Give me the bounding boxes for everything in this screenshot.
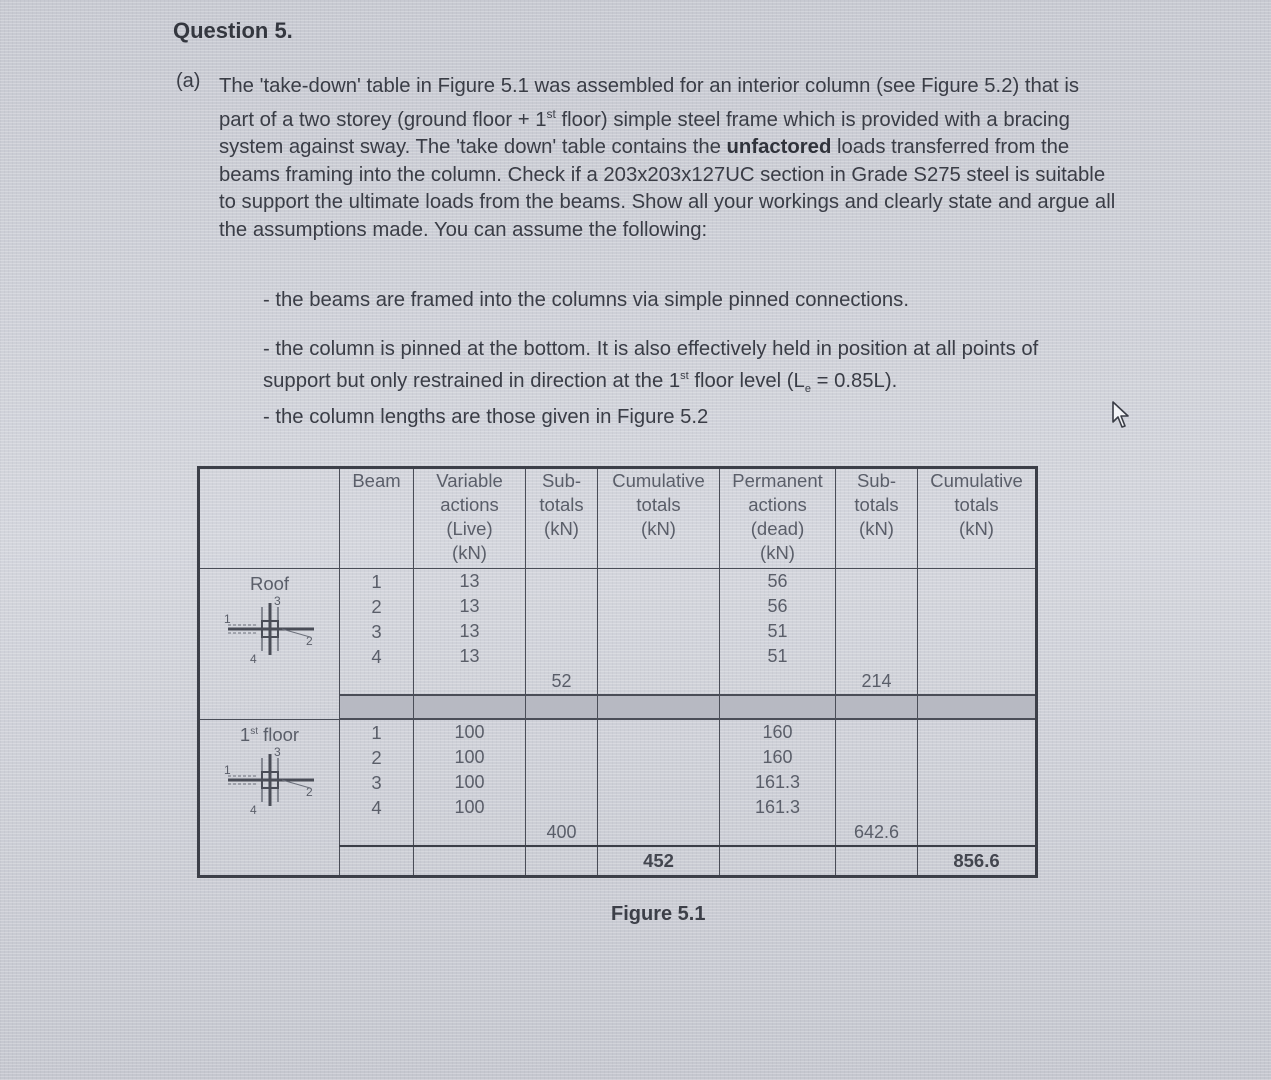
svg-text:3: 3: [274, 745, 281, 759]
assumption-2: [263, 336, 1083, 403]
svg-text:4: 4: [250, 652, 257, 666]
header-permanent: Permanent actions (dead) (kN): [720, 468, 836, 569]
floor-cum-var: [598, 719, 720, 846]
header-sub-perm: Sub- totals (kN): [836, 468, 918, 569]
floor-column-diagram-icon: [222, 746, 326, 818]
question-title: Question 5.: [173, 18, 293, 43]
header-level: [199, 468, 340, 569]
header-cum-var: Cumulative totals (kN): [598, 468, 720, 569]
roof-row: [199, 569, 1037, 696]
roof-cum-var: [598, 569, 720, 696]
first-floor-row: [199, 719, 1037, 846]
figure-caption: Figure 5.1: [611, 903, 706, 925]
roof-level-cell: [199, 569, 340, 720]
assumption-2-c: = 0.85L).: [810, 369, 898, 392]
roof-permanent-values: 56 56 51 51: [720, 569, 836, 696]
floor-sub-var: 400: [526, 719, 598, 846]
svg-text:1: 1: [224, 762, 231, 777]
mouse-pointer-icon: [1111, 400, 1131, 435]
paragraph-bold: unfactored: [726, 135, 832, 158]
cumulative-permanent-total: 856.6: [918, 846, 1037, 876]
paragraph-text-2: floor) simple steel frame which is provided with a bracing system against sway. The 'take down' table contains the: [219, 108, 1070, 158]
floor-permanent-values: 160 160 161.3 161.3: [720, 719, 836, 846]
header-row: [199, 468, 1037, 569]
floor-cum-perm: [918, 719, 1037, 846]
assumption-2-b: floor level (L: [688, 369, 805, 392]
roof-variable-values: 13 13 13 13: [414, 569, 526, 696]
assumption-3: - the column lengths are those given in Figure 5.2: [263, 406, 709, 428]
svg-text:2: 2: [306, 784, 313, 799]
header-cum-perm: Cumulative totals (kN): [918, 468, 1037, 569]
assumption-2-sub: e: [804, 382, 811, 395]
first-floor-level-cell: [199, 719, 340, 876]
floor-sub-perm: 642.6: [836, 719, 918, 846]
first-floor-label: 1st floor: [239, 723, 300, 745]
assumption-2-sup: st: [680, 370, 689, 382]
floor-beams: 1 2 3 4: [340, 719, 414, 846]
cumulative-variable-total: 452: [598, 846, 720, 876]
roof-label: Roof: [249, 573, 290, 594]
floor-variable-values: 100 100 100 100: [414, 719, 526, 846]
svg-text:1: 1: [224, 612, 231, 626]
roof-column-diagram-icon: [222, 595, 326, 667]
paragraph-text-1: The 'take-down' table in Figure 5.1 was assembled for an interior column (see Figure 5.2) that is part of a two storey (ground floor + 1: [219, 75, 1079, 131]
assumption-2-a: - the column is pinned at the bottom. It is also effectively held in position at all points of support but only restrained in direction at the 1: [263, 338, 1039, 392]
roof-sub-var: 52: [526, 569, 598, 696]
roof-cum-perm: [918, 569, 1037, 696]
question-paragraph: [219, 73, 1119, 244]
assumption-1: - the beams are framed into the columns via simple pinned connections.: [263, 289, 909, 311]
header-variable: Variable actions (Live) (kN): [414, 468, 526, 569]
header-sub-var: Sub- totals (kN): [526, 468, 598, 569]
roof-sub-perm: 214: [836, 569, 918, 696]
part-label: (a): [176, 70, 201, 92]
roof-beams: 1 2 3 4: [340, 569, 414, 696]
svg-text:3: 3: [274, 595, 281, 608]
svg-text:2: 2: [306, 634, 313, 648]
paragraph-text-3: loads transferred from the beams framing into the column. Check if a 203x203x127UC section in Grade S275 steel is suitable to support the ultimate loads from the beams. Show all your workings and clearly state and argue all the assumptions made. You can assume the following:: [219, 135, 1116, 241]
sup-st: st: [546, 106, 556, 121]
take-down-table: [197, 466, 1038, 878]
header-beam: Beam: [340, 468, 414, 569]
svg-text:4: 4: [250, 802, 257, 817]
